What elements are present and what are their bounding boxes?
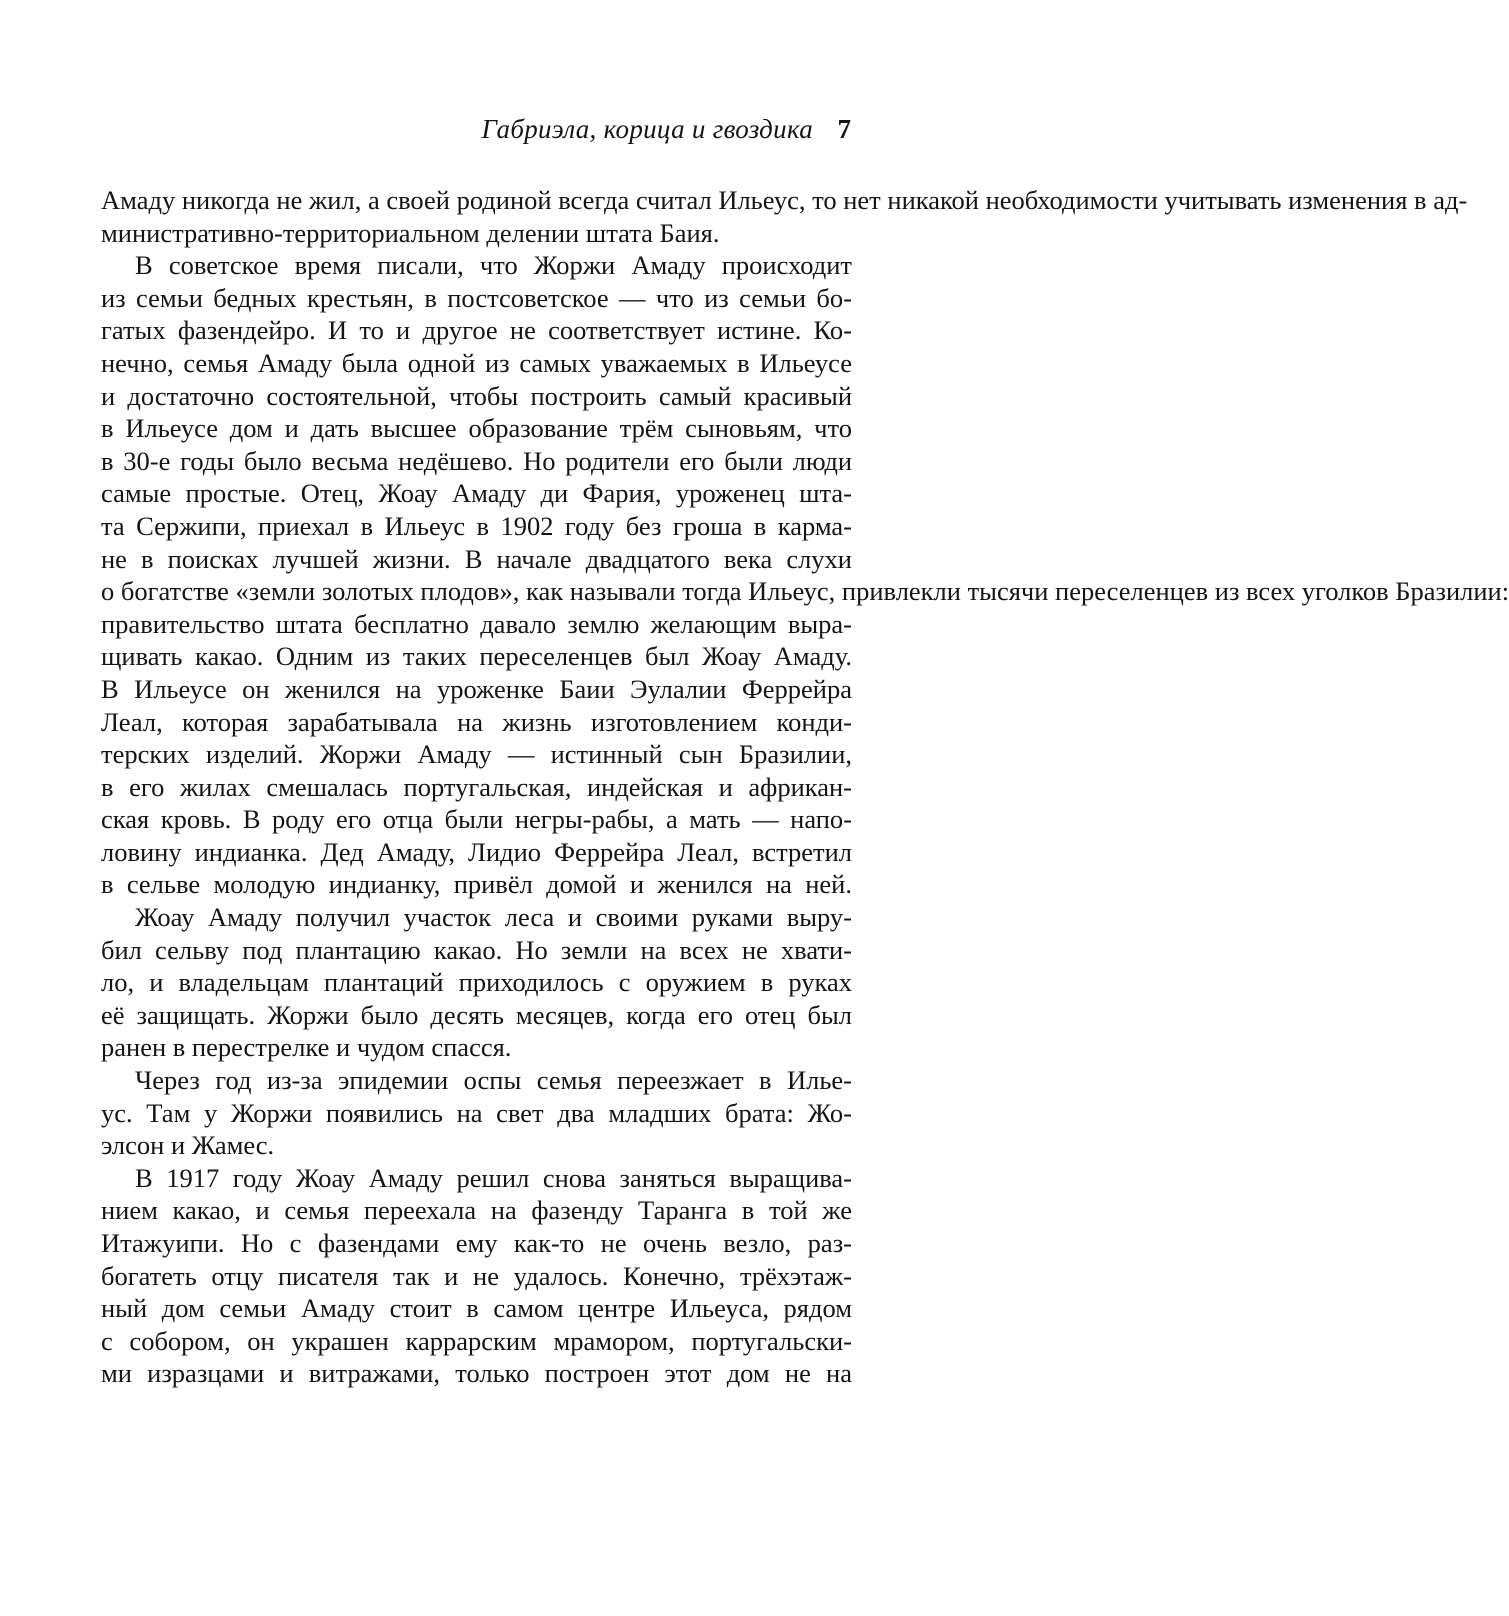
text-line: ус. Там у Жоржи появились на свет два младших брата: Жо- bbox=[101, 1097, 852, 1128]
text-line: с собором, он украшен каррарским мрамором, португальски- bbox=[101, 1325, 852, 1356]
text-line: ми изразцами и витражами, только построен этот дом не на bbox=[101, 1358, 852, 1389]
text-line: элсон и Жамес. bbox=[101, 1130, 275, 1161]
text-line: ранен в перестрелке и чудом спасся. bbox=[101, 1032, 512, 1063]
text-line: ло, и владельцам плантаций приходилось с оружием в руках bbox=[101, 967, 852, 998]
text-line: самые простые. Отец, Жоау Амаду ди Фария, уроженец шта- bbox=[101, 478, 852, 509]
paragraph-first-line: Через год из-за эпидемии оспы семья переезжает в Илье- bbox=[135, 1065, 852, 1096]
paragraph-first-line: В 1917 году Жоау Амаду решил снова заняться выращива- bbox=[135, 1162, 852, 1193]
paragraph-first-line: В советское время писали, что Жоржи Амаду происходит bbox=[135, 250, 852, 281]
text-line: не в поисках лучшей жизни. В начале двадцатого века слухи bbox=[101, 543, 852, 574]
body-text bbox=[101, 184, 1509, 1390]
text-line: её защищать. Жоржи было десять месяцев, когда его отец был bbox=[101, 999, 852, 1030]
text-line: Леал, которая зарабатывала на жизнь изготовлением конди- bbox=[101, 706, 852, 737]
paragraph-first-line: Жоау Амаду получил участок леса и своими руками выру- bbox=[135, 902, 852, 933]
text-line: в сельве молодую индианку, привёл домой и женился на ней. bbox=[101, 869, 852, 900]
text-line: терских изделий. Жоржи Амаду — истинный сын Бразилии, bbox=[101, 739, 852, 770]
text-line: о богатстве «земли золотых плодов», как называли тогда Ильеус, привлекли тысячи переселенцев из всех уголков Бразилии: bbox=[101, 576, 1509, 607]
text-line: ская кровь. В роду его отца были негры-рабы, а мать — напо- bbox=[101, 804, 852, 835]
text-line: Итажуипи. Но с фазендами ему как-то не очень везло, раз- bbox=[101, 1228, 852, 1258]
text-line: и достаточно состоятельной, чтобы построить самый красивый bbox=[101, 380, 852, 411]
text-line: ловину индианка. Дед Амаду, Лидио Феррейра Леал, встретил bbox=[101, 836, 852, 867]
text-line: В Ильеусе он женился на уроженке Баии Эулалии Феррейра bbox=[101, 673, 852, 704]
text-line: та Сержипи, приехал в Ильеус в 1902 году без гроша в карма- bbox=[101, 510, 852, 541]
text-line: Амаду никогда не жил, а своей родиной всегда считал Ильеус, то нет никакой необходимости учитывать изменения в ад- bbox=[101, 185, 1468, 215]
text-line: ный дом семьи Амаду стоит в самом центре Ильеуса, рядом bbox=[101, 1293, 852, 1324]
text-line: в его жилах смешалась португальская, индейская и африкан- bbox=[101, 771, 852, 802]
text-line: в 30-е годы было весьма недёшево. Но родители его были люди bbox=[101, 445, 852, 476]
text-line: в Ильеусе дом и дать высшее образование трём сыновьям, что bbox=[101, 413, 852, 444]
running-title: Габриэла, корица и гвоздика bbox=[481, 114, 813, 144]
text-line: министративно-территориальном делении штата Баия. bbox=[101, 217, 720, 248]
page-number: 7 bbox=[837, 114, 851, 144]
text-line: нечно, семья Амаду была одной из самых уважаемых в Ильеусе bbox=[101, 347, 852, 378]
text-line: правительство штата бесплатно давало землю желающим выра- bbox=[101, 608, 852, 639]
text-line: из семьи бедных крестьян, в постсоветское — что из семьи бо- bbox=[101, 282, 852, 313]
text-line: щивать какао. Одним из таких переселенцев был Жоау Амаду. bbox=[101, 641, 852, 672]
text-line: гатых фазендейро. И то и другое не соответствует истине. Ко- bbox=[101, 315, 852, 346]
text-line: богатеть отцу писателя так и не удалось. Конечно, трёхэтаж- bbox=[101, 1260, 852, 1291]
text-line: бил сельву под плантацию какао. Но земли на всех не хвати- bbox=[101, 934, 852, 965]
running-header bbox=[0, 114, 851, 154]
text-line: нием какао, и семья переехала на фазенду Таранга в той же bbox=[101, 1195, 852, 1226]
